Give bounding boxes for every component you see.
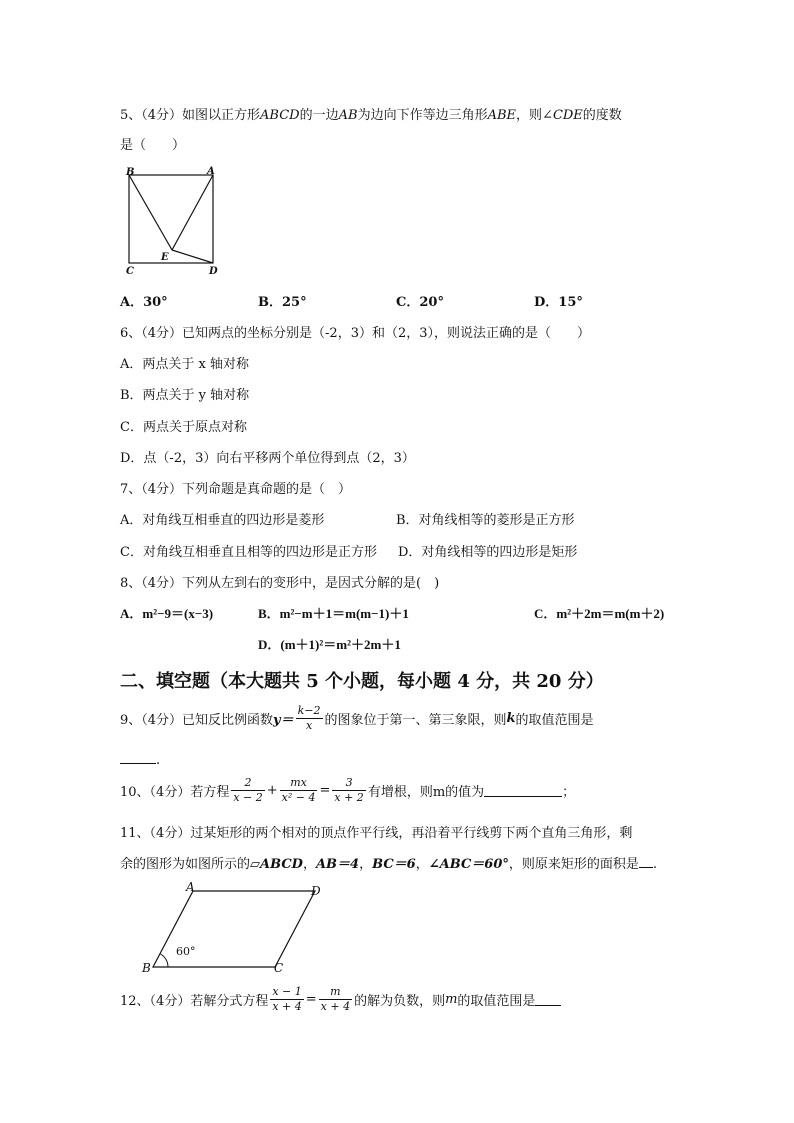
q10-fraction-2: [280, 776, 318, 805]
q11-ab: AB＝4: [315, 857, 360, 872]
label-a: A: [207, 166, 215, 177]
q9-k: k: [506, 711, 516, 726]
q5-text: 为边向下作等边三角形: [357, 108, 488, 123]
q10-f3-den: x + 2: [334, 791, 364, 804]
q5-cde: CDE: [552, 108, 583, 123]
q7-option-b[interactable]: B．对角线相等的菱形是正方形: [396, 513, 575, 528]
q11-end: .: [652, 857, 658, 872]
q12-stem: [120, 985, 561, 1014]
q9-answer-line: [120, 751, 160, 768]
q11-angle: ∠ABC＝60°: [428, 857, 509, 872]
q12-f1-num: x − 1: [272, 985, 302, 998]
q5-option-a[interactable]: A．30°: [120, 295, 168, 310]
q5-text: 5、（4分）如图以正方形: [120, 108, 261, 123]
q8-option-a[interactable]: A．m²−9＝(x−3): [120, 606, 214, 621]
q8-stem: 8、（4分）下列从左到右的变形中，是因式分解的是( ): [120, 576, 440, 591]
q7-option-c[interactable]: C．对角线互相垂直且相等的四边形是正方形: [120, 545, 377, 560]
q9-text: 的取值范围是: [515, 713, 594, 728]
q6-option-a[interactable]: A．两点关于 x 轴对称: [120, 357, 249, 372]
q10-text: 有增根，则m的值为: [367, 785, 485, 800]
q12-answer-blank[interactable]: [535, 993, 561, 1006]
q11-answer-blank[interactable]: [639, 855, 653, 868]
q5-text: ，则∠: [516, 108, 553, 123]
q7-option-d[interactable]: D．对角线相等的四边形是矩形: [398, 545, 578, 560]
q10-f3-num: 3: [332, 776, 365, 791]
q10-plus: +: [266, 783, 278, 798]
q7-stem: 7、（4分）下列命题是真命题的是（ ）: [120, 482, 352, 497]
q9-y: y＝: [273, 713, 294, 728]
q11-text: ，则原来矩形的面积是: [508, 857, 639, 872]
q12-text: 12、（4分）若解分式方程: [120, 994, 269, 1009]
segment-ed: [172, 250, 213, 263]
q11-parallelogram-figure: [138, 879, 338, 979]
q11-text: 余的图形为如图所示的▱: [120, 857, 260, 872]
label-b: B: [142, 961, 151, 975]
q11-comma: ，: [359, 857, 373, 872]
q11-stem-line2: [120, 853, 657, 872]
label-e: E: [161, 252, 169, 263]
q10-f2-den: x² − 4: [281, 791, 316, 804]
q11-abcd: ABCD: [260, 857, 303, 872]
q5-option-b[interactable]: B．25°: [258, 295, 307, 310]
q5-stem-line1: [120, 104, 622, 123]
q12-text: 的取值范围是: [457, 994, 536, 1009]
q5-ab: AB: [338, 108, 358, 123]
q12-fraction-1: [270, 985, 303, 1014]
label-d: D: [311, 884, 321, 898]
q6-option-d[interactable]: D．点（-2，3）向右平移两个单位得到点（2，3）: [120, 451, 415, 466]
q12-f2-den: x + 4: [320, 1000, 351, 1013]
label-c: C: [126, 266, 134, 277]
q5-abcd: ABCD: [260, 108, 300, 123]
q9-text: 的图象位于第一、第三象限，则: [324, 713, 507, 728]
q12-text: 的解为负数，则: [354, 994, 446, 1009]
q9-end: .: [156, 753, 161, 768]
q10-stem: [120, 776, 575, 805]
q8-option-d[interactable]: D．(m＋1)²＝m²＋2m＋1: [258, 637, 401, 652]
q5-abe: ABE: [487, 108, 517, 123]
label-b: B: [126, 167, 135, 178]
label-a: A: [186, 880, 195, 894]
q12-equals: =: [305, 992, 317, 1007]
square-abcd: [129, 175, 213, 263]
q10-f2-num: mx: [280, 776, 318, 791]
q9-fraction: [296, 704, 323, 733]
q9-text: 9、（4分）已知反比例函数: [120, 713, 274, 728]
q10-fraction-3: [332, 776, 365, 805]
q8-option-b[interactable]: B．m²−m＋1＝m(m−1)＋1: [258, 606, 409, 621]
label-d: D: [209, 266, 218, 277]
q12-f1-den: x + 4: [272, 1000, 302, 1013]
q12-m: m: [445, 992, 458, 1007]
q6-stem: 6、（4分）已知两点的坐标分别是（-2，3）和（2，3），则说法正确的是（ ）: [120, 326, 591, 341]
q5-text: 的一边: [299, 108, 339, 123]
q5-option-c[interactable]: C．20°: [396, 295, 444, 310]
q11-comma: ，: [415, 857, 429, 872]
q11-comma: ，: [302, 857, 316, 872]
q9-answer-blank[interactable]: [120, 751, 156, 764]
q8-option-c[interactable]: C．m²＋2m＝m(m＋2): [534, 606, 665, 621]
q5-stem-line2: 是（ ）: [120, 138, 186, 153]
segment-be: [129, 175, 172, 250]
q10-answer-blank[interactable]: [484, 784, 562, 797]
q7-option-a[interactable]: A．对角线互相垂直的四边形是菱形: [120, 513, 325, 528]
label-c: C: [274, 961, 284, 975]
q9-numerator: k−2: [297, 704, 321, 717]
q10-fraction-1: [231, 776, 264, 805]
q10-f1-num: 2: [231, 776, 264, 791]
section-title-fill-in: 二、填空题（本大题共 5 个小题，每小题 4 分，共 20 分）: [120, 671, 604, 692]
segment-ae: [172, 175, 213, 250]
q10-text: 10、（4分）若方程: [120, 785, 230, 800]
q11-bc: BC＝6: [372, 857, 416, 872]
q10-f1-den: x − 2: [233, 791, 263, 804]
q6-option-c[interactable]: C．两点关于原点对称: [120, 420, 247, 435]
q10-equals: =: [319, 783, 331, 798]
q9-denominator: x: [305, 719, 313, 732]
q5-option-d[interactable]: D．15°: [534, 295, 583, 310]
angle-arc: [161, 954, 169, 967]
q10-end: ；: [562, 785, 576, 800]
q5-square-figure: [118, 164, 230, 279]
q12-fraction-2: [319, 985, 352, 1014]
angle-60-label: 60°: [176, 945, 196, 958]
q12-f2-num: m: [319, 985, 352, 1000]
q5-text: 的度数: [582, 108, 622, 123]
q6-option-b[interactable]: B．两点关于 y 轴对称: [120, 388, 250, 403]
q11-stem-line1: 11、（4分）过某矩形的两个相对的顶点作平行线，再沿着平行线剪下两个直角三角形，剩: [120, 826, 633, 841]
q9-stem: [120, 704, 594, 733]
